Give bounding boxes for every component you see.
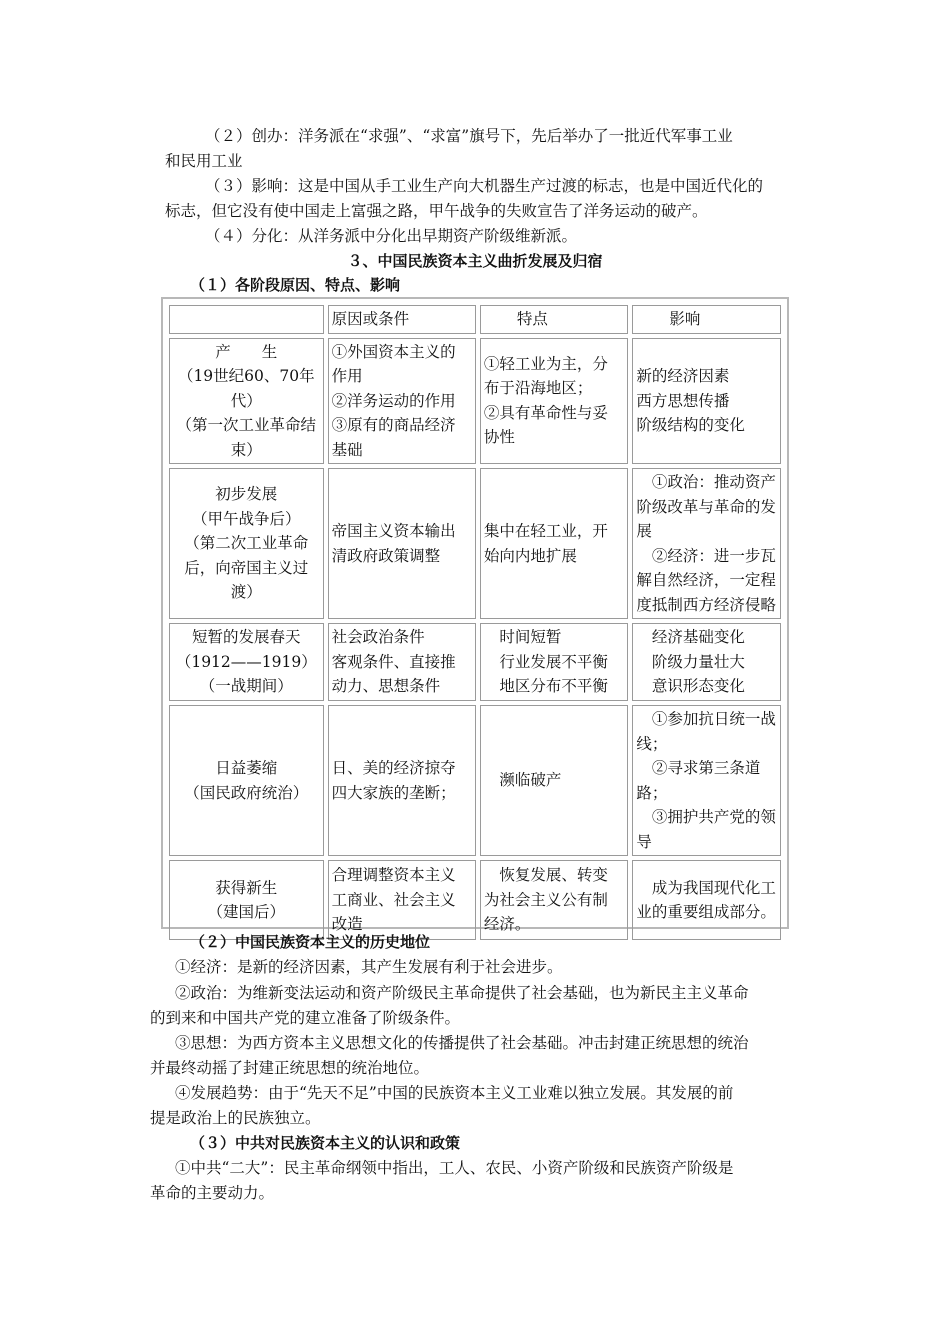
feature-cell [480, 860, 629, 940]
history-economy: ①经济：是新的经济因素，其产生发展有利于社会进步。 [175, 958, 563, 976]
para-founding-line1: （２）创办：洋务派在“求强”、“求富”旗号下，先后举办了一批近代军事工业 [205, 127, 733, 145]
section-policy-title: （３）中共对民族资本主义的认识和政策 [190, 1134, 461, 1152]
feature-cell [480, 705, 629, 856]
cell-text-line: ①轻工业为主，分 [483, 354, 608, 373]
cell-text-line: ②具有革命性与妥 [483, 403, 608, 422]
impact-cell [632, 468, 781, 619]
cell-text-line: 社会政治条件 [331, 628, 425, 647]
para-impact-line2: 标志，但它没有使中国走上富强之路，甲午战争的失败宣告了洋务运动的破产。 [165, 202, 708, 220]
cell-text-line: 时间短暂 [483, 628, 562, 647]
cell-text-line: 经济基础变化 [636, 628, 745, 647]
cell-text-line: 作用 [331, 367, 363, 385]
cell-text-line: ③原有的商品经济 [331, 416, 456, 434]
cell-text-line: 获得新生 [215, 878, 278, 897]
cell-text-line: 基础 [331, 440, 363, 459]
cell-text-line: 工商业、社会主义 [331, 890, 456, 909]
cell-text-line: ①外国资本主义的 [331, 342, 456, 361]
history-trend-line1: ④发展趋势：由于“先天不足”中国的民族资本主义工业难以独立发展。其发展的前 [175, 1084, 734, 1102]
cell-text-line: （建国后） [207, 903, 286, 921]
history-politics-line2: 的到来和中国共产党的建立准备了阶级条件。 [150, 1009, 461, 1027]
cell-text-line: 初步发展 [215, 485, 278, 504]
cell-text-line: （第二次工业革命 [184, 534, 309, 553]
table-row [169, 468, 781, 619]
cell-text-line: ②寻求第三条道 [636, 759, 761, 777]
cell-text-line: 新的经济因素 [636, 367, 730, 385]
history-thought-line1: ③思想：为西方资本主义思想文化的传播提供了社会基础。冲击封建正统思想的统治 [175, 1034, 749, 1052]
cell-text-line: 代） [230, 391, 262, 410]
stage-cell [169, 468, 324, 619]
cell-text-line: 产 生 [215, 342, 278, 361]
table-row [169, 623, 781, 701]
cell-text-line: 日、美的经济掠夺 [331, 759, 456, 777]
para-split: （４）分化：从洋务派中分化出早期资产阶级维新派。 [205, 227, 578, 245]
feature-cell [480, 338, 629, 465]
cell-text-line: 四大家族的垄断； [331, 783, 456, 802]
cell-text-line: （一战期间） [199, 677, 293, 696]
para-founding-line2: 和民用工业 [165, 152, 243, 170]
stage-cell [169, 338, 324, 465]
stage-cell [169, 705, 324, 856]
cell-text-line: 始向内地扩展 [483, 546, 577, 565]
cell-text-line: 合理调整资本主义 [331, 866, 456, 885]
impact-cell [632, 623, 781, 701]
cell-text-line: 恢复发展、转变 [483, 866, 608, 885]
cell-text-line: 客观条件、直接推 [331, 652, 456, 671]
feature-cell [480, 623, 629, 701]
history-politics-line1: ②政治：为维新变法运动和资产阶级民主革命提供了社会基础，也为新民主主义革命 [175, 984, 749, 1002]
section-3-title: ３、中国民族资本主义曲折发展及归宿 [347, 252, 603, 270]
cell-text-line: 短暂的发展春天 [192, 628, 301, 647]
cell-text-line: 业的重要组成部分。 [636, 903, 776, 921]
cell-text-line: ③拥护共产党的领 [636, 808, 776, 826]
cause-cell [328, 338, 476, 465]
cell-text-line: 动力、思想条件 [331, 677, 441, 696]
cell-text-line: （第一次工业革命结 [176, 416, 317, 434]
policy-second-congress-line1: ①中共“二大”：民主革命纲领中指出，工人、农民、小资产阶级和民族资产阶级是 [175, 1159, 734, 1177]
cell-text-line: 清政府政策调整 [331, 546, 441, 565]
stages-table-frame [161, 297, 789, 934]
history-trend-line2: 提是政治上的民族独立。 [150, 1109, 321, 1127]
cell-text-line: 帝国主义资本输出 [331, 522, 456, 540]
cell-text-line: （甲午战争后） [192, 509, 301, 528]
policy-second-congress-line2: 革命的主要动力。 [150, 1184, 275, 1202]
header-cell-feature: 特点 [480, 305, 629, 334]
cell-text-line: 经济。 [483, 915, 531, 934]
cell-text-line: 日益萎缩 [215, 759, 278, 777]
section-history-title: （２）中国民族资本主义的历史地位 [190, 933, 431, 951]
cause-cell [328, 623, 476, 701]
header-cell-impact: 影响 [632, 305, 781, 334]
stage-cell [169, 860, 324, 940]
cell-text-line: ②洋务运动的作用 [331, 391, 456, 410]
stage-cell [169, 623, 324, 701]
cell-text-line: 西方思想传播 [636, 391, 730, 410]
cause-cell [328, 860, 476, 940]
cell-text-line: 阶级结构的变化 [636, 416, 745, 434]
cell-text-line: （国民政府统治） [184, 783, 309, 802]
cell-text-line: 阶级力量壮大 [636, 652, 745, 671]
cell-text-line: ①参加抗日统一战 [636, 710, 776, 728]
cell-text-line: 度抵制西方经济侵略 [636, 595, 776, 614]
cell-text-line: 协性 [483, 428, 515, 447]
cell-text-line: 成为我国现代化工 [636, 878, 776, 897]
cell-text-line: 渡） [230, 583, 262, 602]
cell-text-line: 展 [636, 522, 652, 540]
cell-text-line: 为社会主义公有制 [483, 890, 608, 909]
table-row [169, 338, 781, 465]
cell-text-line: 集中在轻工业，开 [483, 522, 608, 540]
cell-text-line: 布于沿海地区； [483, 379, 593, 398]
table-row [169, 705, 781, 856]
impact-cell [632, 860, 781, 940]
header-cell-cause: 原因或条件 [328, 305, 476, 334]
stages-table [165, 301, 785, 944]
section-3-subtitle-1: （１）各阶段原因、特点、影响 [190, 276, 401, 294]
cell-text-line: 导 [636, 832, 652, 851]
cell-text-line: （19世纪60、70年 [177, 367, 315, 385]
cell-text-line: ①政治：推动资产 [636, 473, 776, 491]
header-cell-stage [169, 305, 324, 334]
cell-text-line: 束） [230, 440, 262, 459]
cell-text-line: 改造 [331, 915, 363, 934]
cell-text-line: 阶级改革与革命的发 [636, 497, 776, 516]
cell-text-line: 濒临破产 [483, 771, 562, 790]
cell-text-line: 地区分布不平衡 [483, 677, 608, 696]
cell-text-line: ②经济：进一步瓦 [636, 546, 776, 565]
cause-cell [328, 468, 476, 619]
history-thought-line2: 并最终动摇了封建正统思想的统治地位。 [150, 1059, 430, 1077]
cause-cell [328, 705, 476, 856]
cell-text-line: 解自然经济，一定程 [636, 571, 776, 589]
table-header-row [169, 305, 781, 334]
para-impact-line1: （３）影响：这是中国从手工业生产向大机器生产过渡的标志，也是中国近代化的 [205, 177, 764, 195]
impact-cell [632, 705, 781, 856]
feature-cell [480, 468, 629, 619]
cell-text-line: 路； [636, 783, 668, 802]
cell-text-line: （1912——1919） [175, 652, 317, 671]
cell-text-line: 后，向帝国主义过 [184, 558, 309, 577]
cell-text-line: 行业发展不平衡 [483, 652, 608, 671]
cell-text-line: 意识形态变化 [636, 677, 745, 696]
cell-text-line: 线； [636, 734, 668, 753]
table-row [169, 860, 781, 940]
impact-cell [632, 338, 781, 465]
